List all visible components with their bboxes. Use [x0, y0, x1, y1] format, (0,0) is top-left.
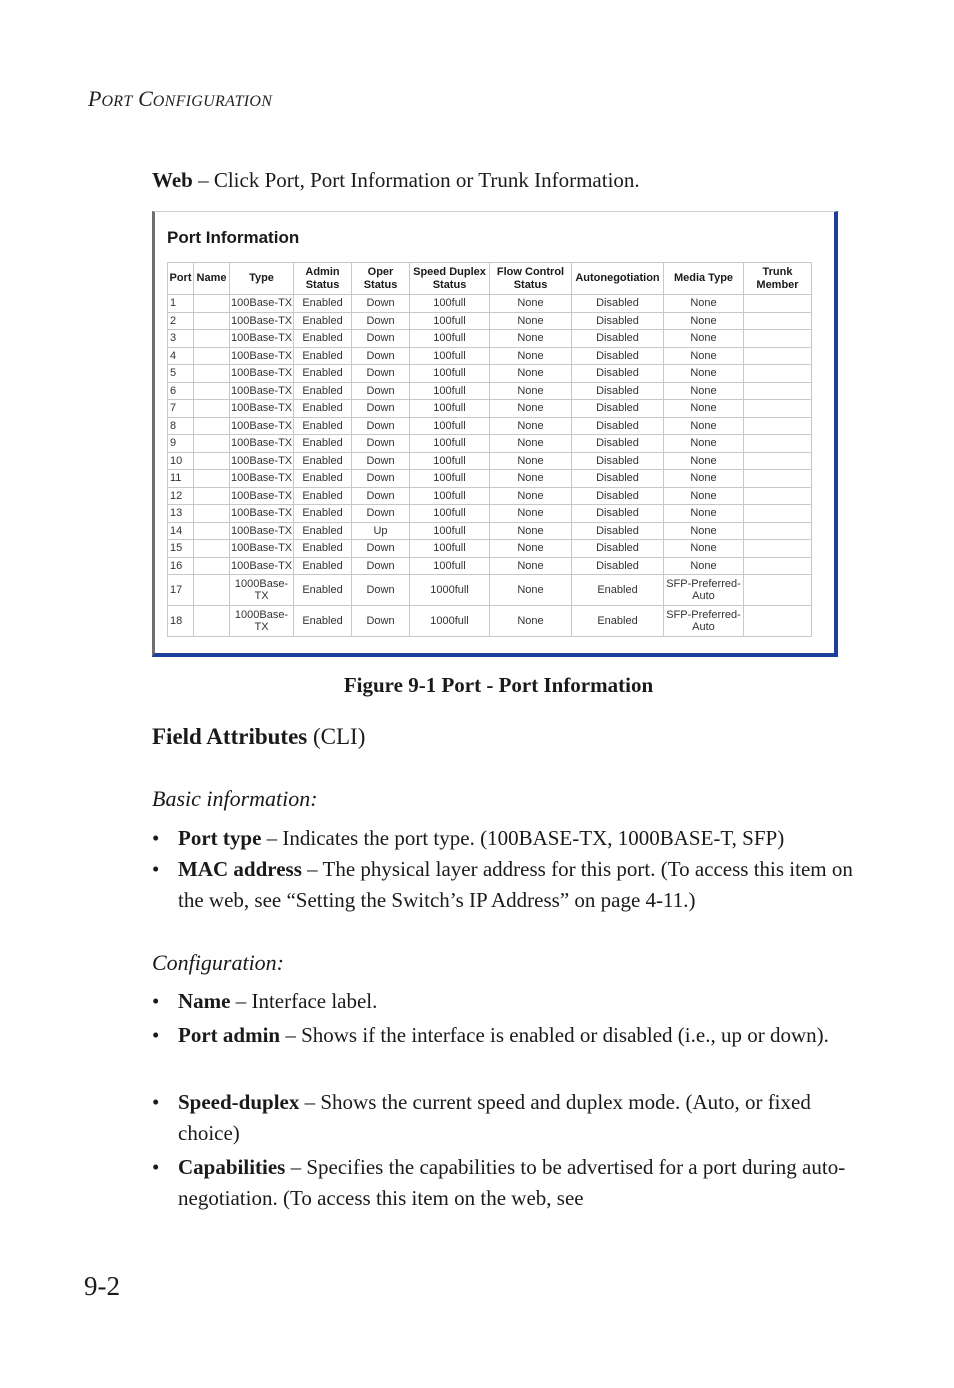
- cell-auto: Disabled: [572, 312, 664, 330]
- cell-name: [194, 382, 230, 400]
- cell-port: 4: [168, 347, 194, 365]
- table-row: [168, 452, 812, 470]
- cell-name: [194, 522, 230, 540]
- cell-port: 15: [168, 540, 194, 558]
- cell-admin: Enabled: [294, 505, 352, 523]
- table-row: [168, 470, 812, 488]
- column-header: Flow Control Status: [490, 263, 572, 295]
- cell-speed: 1000full: [410, 575, 490, 606]
- cell-speed: 100full: [410, 470, 490, 488]
- cell-port: 17: [168, 575, 194, 606]
- cell-auto: Disabled: [572, 400, 664, 418]
- table-row: [168, 312, 812, 330]
- cell-flow: None: [490, 365, 572, 383]
- cell-admin: Enabled: [294, 487, 352, 505]
- cell-name: [194, 417, 230, 435]
- cell-trunk: [744, 295, 812, 313]
- cell-flow: None: [490, 417, 572, 435]
- cell-port: 1: [168, 295, 194, 313]
- cell-media: None: [664, 400, 744, 418]
- cell-type: 100Base-TX: [230, 505, 294, 523]
- cell-type: 100Base-TX: [230, 417, 294, 435]
- cell-oper: Down: [352, 330, 410, 348]
- cell-media: None: [664, 347, 744, 365]
- cell-flow: None: [490, 606, 572, 637]
- cell-flow: None: [490, 295, 572, 313]
- cell-type: 100Base-TX: [230, 295, 294, 313]
- cell-trunk: [744, 606, 812, 637]
- table-row: [168, 400, 812, 418]
- cell-admin: Enabled: [294, 606, 352, 637]
- cell-auto: Enabled: [572, 606, 664, 637]
- cell-port: 8: [168, 417, 194, 435]
- cell-media: None: [664, 452, 744, 470]
- cell-port: 10: [168, 452, 194, 470]
- cell-port: 9: [168, 435, 194, 453]
- cell-auto: Disabled: [572, 347, 664, 365]
- cell-name: [194, 540, 230, 558]
- cell-type: 100Base-TX: [230, 330, 294, 348]
- cell-speed: 100full: [410, 347, 490, 365]
- cell-media: None: [664, 365, 744, 383]
- cell-name: [194, 606, 230, 637]
- cell-flow: None: [490, 557, 572, 575]
- cell-admin: Enabled: [294, 347, 352, 365]
- cell-oper: Down: [352, 312, 410, 330]
- cell-port: 6: [168, 382, 194, 400]
- cell-name: [194, 400, 230, 418]
- cell-media: None: [664, 540, 744, 558]
- cell-admin: Enabled: [294, 575, 352, 606]
- cell-speed: 100full: [410, 400, 490, 418]
- cell-flow: None: [490, 470, 572, 488]
- cell-name: [194, 435, 230, 453]
- cell-name: [194, 347, 230, 365]
- configuration-heading: Configuration:: [152, 950, 285, 975]
- cell-flow: None: [490, 522, 572, 540]
- page-number: 9-2: [84, 1271, 120, 1301]
- cell-name: [194, 470, 230, 488]
- cell-admin: Enabled: [294, 470, 352, 488]
- cell-speed: 100full: [410, 295, 490, 313]
- cell-admin: Enabled: [294, 540, 352, 558]
- column-header: Admin Status: [294, 263, 352, 295]
- cell-type: 100Base-TX: [230, 347, 294, 365]
- cell-auto: Disabled: [572, 365, 664, 383]
- cell-name: [194, 487, 230, 505]
- cell-trunk: [744, 382, 812, 400]
- cell-port: 3: [168, 330, 194, 348]
- cell-media: None: [664, 435, 744, 453]
- cell-oper: Down: [352, 347, 410, 365]
- cell-flow: None: [490, 400, 572, 418]
- cell-media: None: [664, 295, 744, 313]
- bullet-mark: •: [152, 1155, 160, 1179]
- cell-type: 1000Base- TX: [230, 575, 294, 606]
- cell-auto: Disabled: [572, 452, 664, 470]
- basic-information-heading: Basic information:: [152, 786, 318, 811]
- cell-speed: 100full: [410, 382, 490, 400]
- table-row: [168, 575, 812, 606]
- cell-auto: Disabled: [572, 557, 664, 575]
- cell-oper: Down: [352, 470, 410, 488]
- cell-flow: None: [490, 505, 572, 523]
- cell-type: 1000Base- TX: [230, 606, 294, 637]
- screenshot-title: Port Information: [167, 228, 300, 247]
- cell-media: SFP-Preferred- Auto: [664, 606, 744, 637]
- cell-trunk: [744, 417, 812, 435]
- cell-media: None: [664, 312, 744, 330]
- column-header: Oper Status: [352, 263, 410, 295]
- cell-trunk: [744, 557, 812, 575]
- cell-media: None: [664, 522, 744, 540]
- cell-admin: Enabled: [294, 400, 352, 418]
- cell-port: 2: [168, 312, 194, 330]
- cell-flow: None: [490, 330, 572, 348]
- cell-type: 100Base-TX: [230, 382, 294, 400]
- cell-name: [194, 505, 230, 523]
- cell-admin: Enabled: [294, 365, 352, 383]
- cell-port: 14: [168, 522, 194, 540]
- table-row: [168, 417, 812, 435]
- cell-auto: Disabled: [572, 522, 664, 540]
- cell-admin: Enabled: [294, 452, 352, 470]
- cell-type: 100Base-TX: [230, 312, 294, 330]
- cell-port: 7: [168, 400, 194, 418]
- cell-speed: 100full: [410, 312, 490, 330]
- table-row: [168, 522, 812, 540]
- cell-media: None: [664, 557, 744, 575]
- table-row: [168, 540, 812, 558]
- cell-oper: Down: [352, 417, 410, 435]
- cell-speed: 1000full: [410, 606, 490, 637]
- cell-oper: Down: [352, 452, 410, 470]
- cell-oper: Down: [352, 382, 410, 400]
- cell-oper: Down: [352, 400, 410, 418]
- port-information-table: [167, 262, 812, 637]
- cell-media: None: [664, 417, 744, 435]
- table-row: [168, 606, 812, 637]
- cell-admin: Enabled: [294, 330, 352, 348]
- cell-port: 16: [168, 557, 194, 575]
- cell-trunk: [744, 487, 812, 505]
- cell-auto: Disabled: [572, 417, 664, 435]
- cell-port: 12: [168, 487, 194, 505]
- cell-trunk: [744, 575, 812, 606]
- intro-term: Web: [152, 168, 193, 192]
- cell-oper: Down: [352, 505, 410, 523]
- cell-admin: Enabled: [294, 295, 352, 313]
- cell-admin: Enabled: [294, 557, 352, 575]
- table-row: [168, 347, 812, 365]
- cell-auto: Enabled: [572, 575, 664, 606]
- cell-auto: Disabled: [572, 487, 664, 505]
- intro-text: – Click Port, Port Information or Trunk Information.: [192, 168, 640, 192]
- bullet-mark: •: [152, 826, 160, 850]
- table-header-row: [168, 263, 812, 295]
- cell-speed: 100full: [410, 365, 490, 383]
- table-row: [168, 435, 812, 453]
- port-information-screenshot: [152, 211, 838, 657]
- cell-admin: Enabled: [294, 435, 352, 453]
- cell-auto: Disabled: [572, 470, 664, 488]
- cell-oper: Down: [352, 435, 410, 453]
- cell-trunk: [744, 330, 812, 348]
- cell-auto: Disabled: [572, 505, 664, 523]
- running-head: PORT CONFIGURATION: [88, 86, 273, 111]
- column-header: Type: [230, 263, 294, 295]
- column-header: Autonegotiation: [572, 263, 664, 295]
- cell-flow: None: [490, 540, 572, 558]
- cell-name: [194, 330, 230, 348]
- cell-trunk: [744, 435, 812, 453]
- table-row: [168, 487, 812, 505]
- cell-auto: Disabled: [572, 330, 664, 348]
- cell-speed: 100full: [410, 522, 490, 540]
- cell-type: 100Base-TX: [230, 487, 294, 505]
- cell-oper: Up: [352, 522, 410, 540]
- cell-trunk: [744, 522, 812, 540]
- cell-speed: 100full: [410, 540, 490, 558]
- cell-type: 100Base-TX: [230, 400, 294, 418]
- cell-name: [194, 295, 230, 313]
- cell-oper: Down: [352, 487, 410, 505]
- cell-port: 5: [168, 365, 194, 383]
- cell-trunk: [744, 365, 812, 383]
- cell-admin: Enabled: [294, 522, 352, 540]
- table-row: [168, 330, 812, 348]
- cell-type: 100Base-TX: [230, 365, 294, 383]
- table-row: [168, 505, 812, 523]
- cell-admin: Enabled: [294, 417, 352, 435]
- cell-trunk: [744, 452, 812, 470]
- cell-media: SFP-Preferred- Auto: [664, 575, 744, 606]
- cell-media: None: [664, 505, 744, 523]
- cell-oper: Down: [352, 575, 410, 606]
- cell-admin: Enabled: [294, 312, 352, 330]
- cell-type: 100Base-TX: [230, 557, 294, 575]
- column-header: Port: [168, 263, 194, 295]
- cell-media: None: [664, 382, 744, 400]
- cell-auto: Disabled: [572, 540, 664, 558]
- cell-type: 100Base-TX: [230, 522, 294, 540]
- cell-trunk: [744, 312, 812, 330]
- cell-name: [194, 557, 230, 575]
- table-row: [168, 365, 812, 383]
- cell-oper: Down: [352, 540, 410, 558]
- cell-type: 100Base-TX: [230, 540, 294, 558]
- cell-flow: None: [490, 487, 572, 505]
- bullet-mark: •: [152, 989, 160, 1013]
- cell-port: 13: [168, 505, 194, 523]
- cell-name: [194, 312, 230, 330]
- cell-port: 11: [168, 470, 194, 488]
- cell-speed: 100full: [410, 557, 490, 575]
- cell-auto: Disabled: [572, 295, 664, 313]
- bullet-mark: •: [152, 857, 160, 881]
- cell-oper: Down: [352, 606, 410, 637]
- cell-speed: 100full: [410, 505, 490, 523]
- cell-speed: 100full: [410, 487, 490, 505]
- cell-flow: None: [490, 435, 572, 453]
- cell-media: None: [664, 470, 744, 488]
- intro-paragraph: [152, 168, 640, 193]
- figure-caption: Figure 9-1 Port - Port Information: [343, 673, 654, 697]
- column-header: Speed Duplex Status: [410, 263, 490, 295]
- cell-oper: Down: [352, 295, 410, 313]
- cell-trunk: [744, 505, 812, 523]
- cell-name: [194, 575, 230, 606]
- cell-flow: None: [490, 382, 572, 400]
- table-row: [168, 557, 812, 575]
- cell-trunk: [744, 540, 812, 558]
- cell-oper: Down: [352, 365, 410, 383]
- column-header: Trunk Member: [744, 263, 812, 295]
- cell-media: None: [664, 487, 744, 505]
- cell-auto: Disabled: [572, 435, 664, 453]
- cell-flow: None: [490, 312, 572, 330]
- column-header: Media Type: [664, 263, 744, 295]
- bullet-mark: •: [152, 1023, 160, 1047]
- cell-flow: None: [490, 347, 572, 365]
- cell-type: 100Base-TX: [230, 435, 294, 453]
- cell-speed: 100full: [410, 452, 490, 470]
- column-header: Name: [194, 263, 230, 295]
- cell-media: None: [664, 330, 744, 348]
- table-row: [168, 295, 812, 313]
- cell-trunk: [744, 347, 812, 365]
- cell-name: [194, 452, 230, 470]
- section-heading: Field Attributes (CLI): [152, 724, 366, 749]
- cell-type: 100Base-TX: [230, 452, 294, 470]
- cell-flow: None: [490, 575, 572, 606]
- cell-trunk: [744, 470, 812, 488]
- cell-speed: 100full: [410, 330, 490, 348]
- bullet-mark: •: [152, 1090, 160, 1114]
- cell-speed: 100full: [410, 435, 490, 453]
- table-row: [168, 382, 812, 400]
- cell-speed: 100full: [410, 417, 490, 435]
- cell-oper: Down: [352, 557, 410, 575]
- cell-trunk: [744, 400, 812, 418]
- cell-port: 18: [168, 606, 194, 637]
- cell-name: [194, 365, 230, 383]
- cell-type: 100Base-TX: [230, 470, 294, 488]
- cell-auto: Disabled: [572, 382, 664, 400]
- cell-admin: Enabled: [294, 382, 352, 400]
- cell-flow: None: [490, 452, 572, 470]
